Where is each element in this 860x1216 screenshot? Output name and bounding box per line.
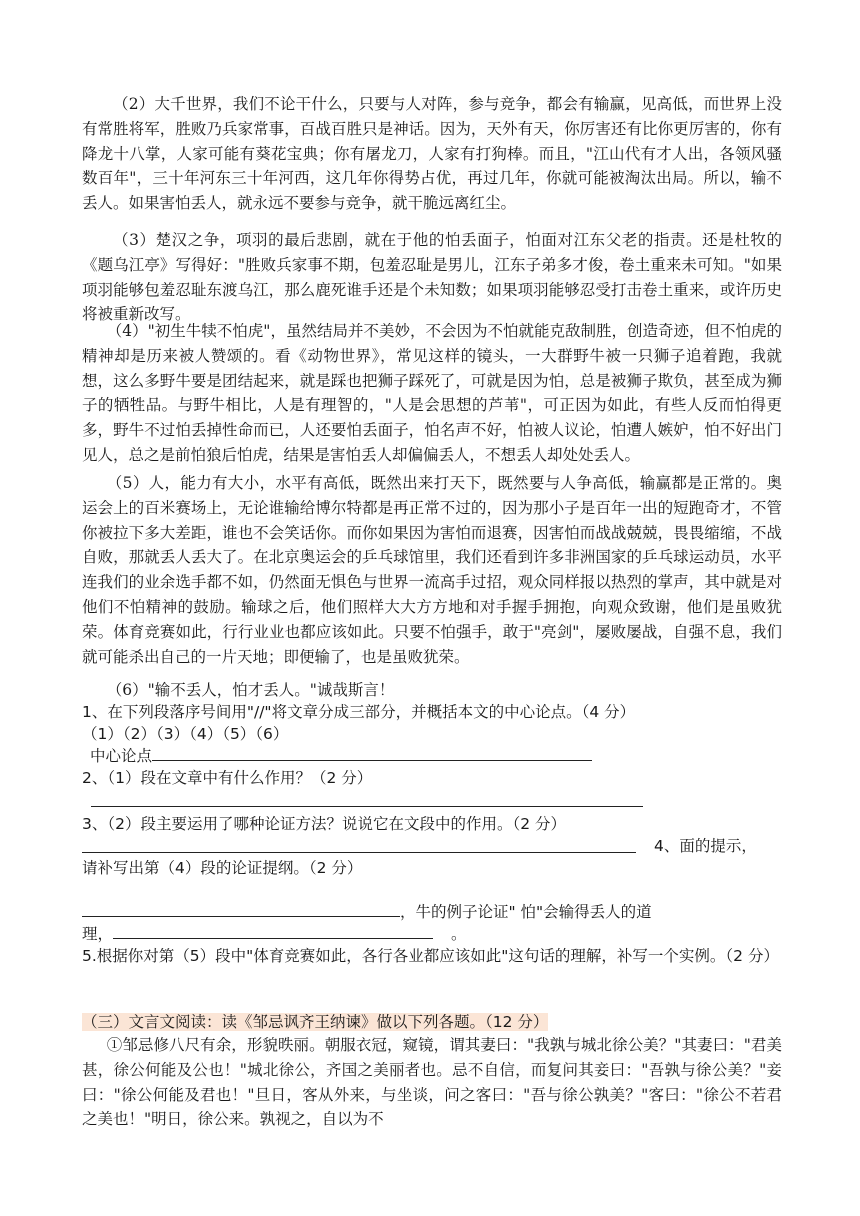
- central-argument-label: 中心论点: [90, 747, 153, 765]
- paragraph-6: （6）"输不丢人，怕才丢人。"诚哉斯言！: [106, 681, 395, 699]
- question-2: 2、（1）段在文章中有什么作用？（2 分）: [82, 769, 373, 787]
- question-4-fill-text: ，牛的例子论证" 怕"会输得丢人的道: [400, 903, 652, 921]
- question-4-fill-suffix: 。: [451, 925, 467, 943]
- question-2-answer-line[interactable]: [91, 806, 643, 807]
- paragraph-2: （2）大千世界，我们不论干什么，只要与人对阵，参与竞争，都会有输赢，见高低，而世界上没有常胜将军，胜败乃兵家常事，百战百胜只是神话。因为，天外有天，你厉害还有比你更厉害的，你有降龙十八掌，人家可能有葵花宝典；你有屠龙刀，人家有打狗棒。而且，"江山代有才人出，各领风骚数百年"，三十年河东三十年河西，这几年你得势占优，再过几年，你就可能被淘汰出局。所以，输不丢人。如果害怕丢人，就永远不要参与竞争，就干脆远离红尘。: [82, 95, 782, 213]
- question-4-blank-2[interactable]: [113, 923, 433, 939]
- question-4-fill-row-2: [82, 923, 782, 945]
- question-4: 请补写出第（4）段的论证提纲。（2 分）: [82, 859, 363, 877]
- question-1: 1、在下列段落序号间用"//"将文章分成三部分，并概括本文的中心论点。（4 分）: [82, 703, 636, 721]
- question-3-answer-line[interactable]: [82, 852, 636, 853]
- question-4-fill-prefix: 理，: [82, 925, 114, 943]
- question-3: 3、（2）段主要运用了哪种论证方法？说说它在文段中的作用。（2 分）: [82, 815, 567, 833]
- paragraph-5: （5）人，能力有大小，水平有高低，既然出来打天下，既然要与人争高低，输赢都是正常的。奥运会上的百米赛场上，无论谁输给博尔特都是再正常不过的，因为那小子是百年一出的短跑奇才，不管你被拉下多大差距，谁也不会笑话你。而你如果因为害怕而退赛，因害怕而战战兢兢，畏畏缩缩，不战自败，那就丢人丢大了。在北京奥运会的乒乓球馆里，我们还看到许多非洲国家的乒乓球运动员，水平连我们的业余选手都不如，仍然面无惧色与世界一流高手过招，观众同样报以热烈的掌声，其中就是对他们不怕精神的鼓励。输球之后，他们照样大大方方地和对手握手拥抱，向观众致谢，他们是虽败犹荣。体育竞赛如此，行行业业也都应该如此。只要不怕强手，敢于"亮剑"，屡败屡战，自强不息，我们就可能杀出自己的一片天地；即便输了，也是虽败犹荣。: [82, 474, 782, 666]
- classical-passage-paragraph-1: ①邹忌修八尺有余，形貌昳丽。朝服衣冠，窥镜，谓其妻曰："我孰与城北徐公美？"其妻曰："君美甚，徐公何能及公也！"城北徐公，齐国之美丽者也。忌不自信，而复问其妾曰："吾孰与徐公美？"妾曰："徐公何能及君也！"旦日，客从外来，与坐谈，问之客曰："吾与徐公孰美？"客曰："徐公不若君之美也！"明日，徐公来。孰视之，自以为不: [82, 1036, 782, 1129]
- central-argument-row: [90, 745, 610, 767]
- question-5: 5.根据你对第（5）段中"体育竞赛如此，各行各业都应该如此"这句话的理解，补写一个实例。（2 分）: [82, 947, 779, 965]
- central-argument-blank[interactable]: [152, 745, 592, 761]
- question-1-sequence: （1）（2）（3）（4）（5）（6）: [82, 725, 289, 743]
- question-4-heading: 4、面的提示，: [654, 837, 757, 855]
- paragraph-4: （4）"初生牛犊不怕虎"，虽然结局并不美妙，不会因为不怕就能克敌制胜，创造奇迹，但不怕虎的精神却是历来被人赞颂的。看《动物世界》，常见这样的镜头，一大群野牛被一只狮子追着跑，我就想，这么多野牛要是团结起来，就是踩也把狮子踩死了，可就是因为怕，总是被狮子欺负，甚至成为狮子的牺牲品。与野牛相比，人是有理智的，"人是会思想的芦苇"，可正因为如此，有些人反而怕得更多，野牛不过怕丢掉性命而已，人还要怕丢面子，怕名声不好，怕被人议论，怕遭人嫉妒，怕不好出门见人，总之是前怕狼后怕虎，结果是害怕丢人却偏偏丢人，不想丢人却处处丢人。: [82, 322, 782, 464]
- section-3-heading-text: （三）文言文阅读：读《邹忌讽齐王纳谏》做以下列各题。（12 分）: [82, 1013, 549, 1031]
- section-3-heading: [82, 1011, 782, 1033]
- question-4-fill-row-1: [82, 901, 782, 923]
- question-4-blank-1[interactable]: [82, 901, 400, 917]
- paragraph-3: （3）楚汉之争，项羽的最后悲剧，就在于他的怕丢面子，怕面对江东父老的指责。还是杜牧的《题乌江亭》写得好："胜败兵家事不期，包羞忍耻是男儿，江东子弟多才俊，卷土重来未可知。"如果项羽能够包羞忍耻东渡乌江，那么鹿死谁手还是个未知数；如果项羽能够忍受打击卷土重来，或许历史将被重新改写。: [82, 231, 782, 324]
